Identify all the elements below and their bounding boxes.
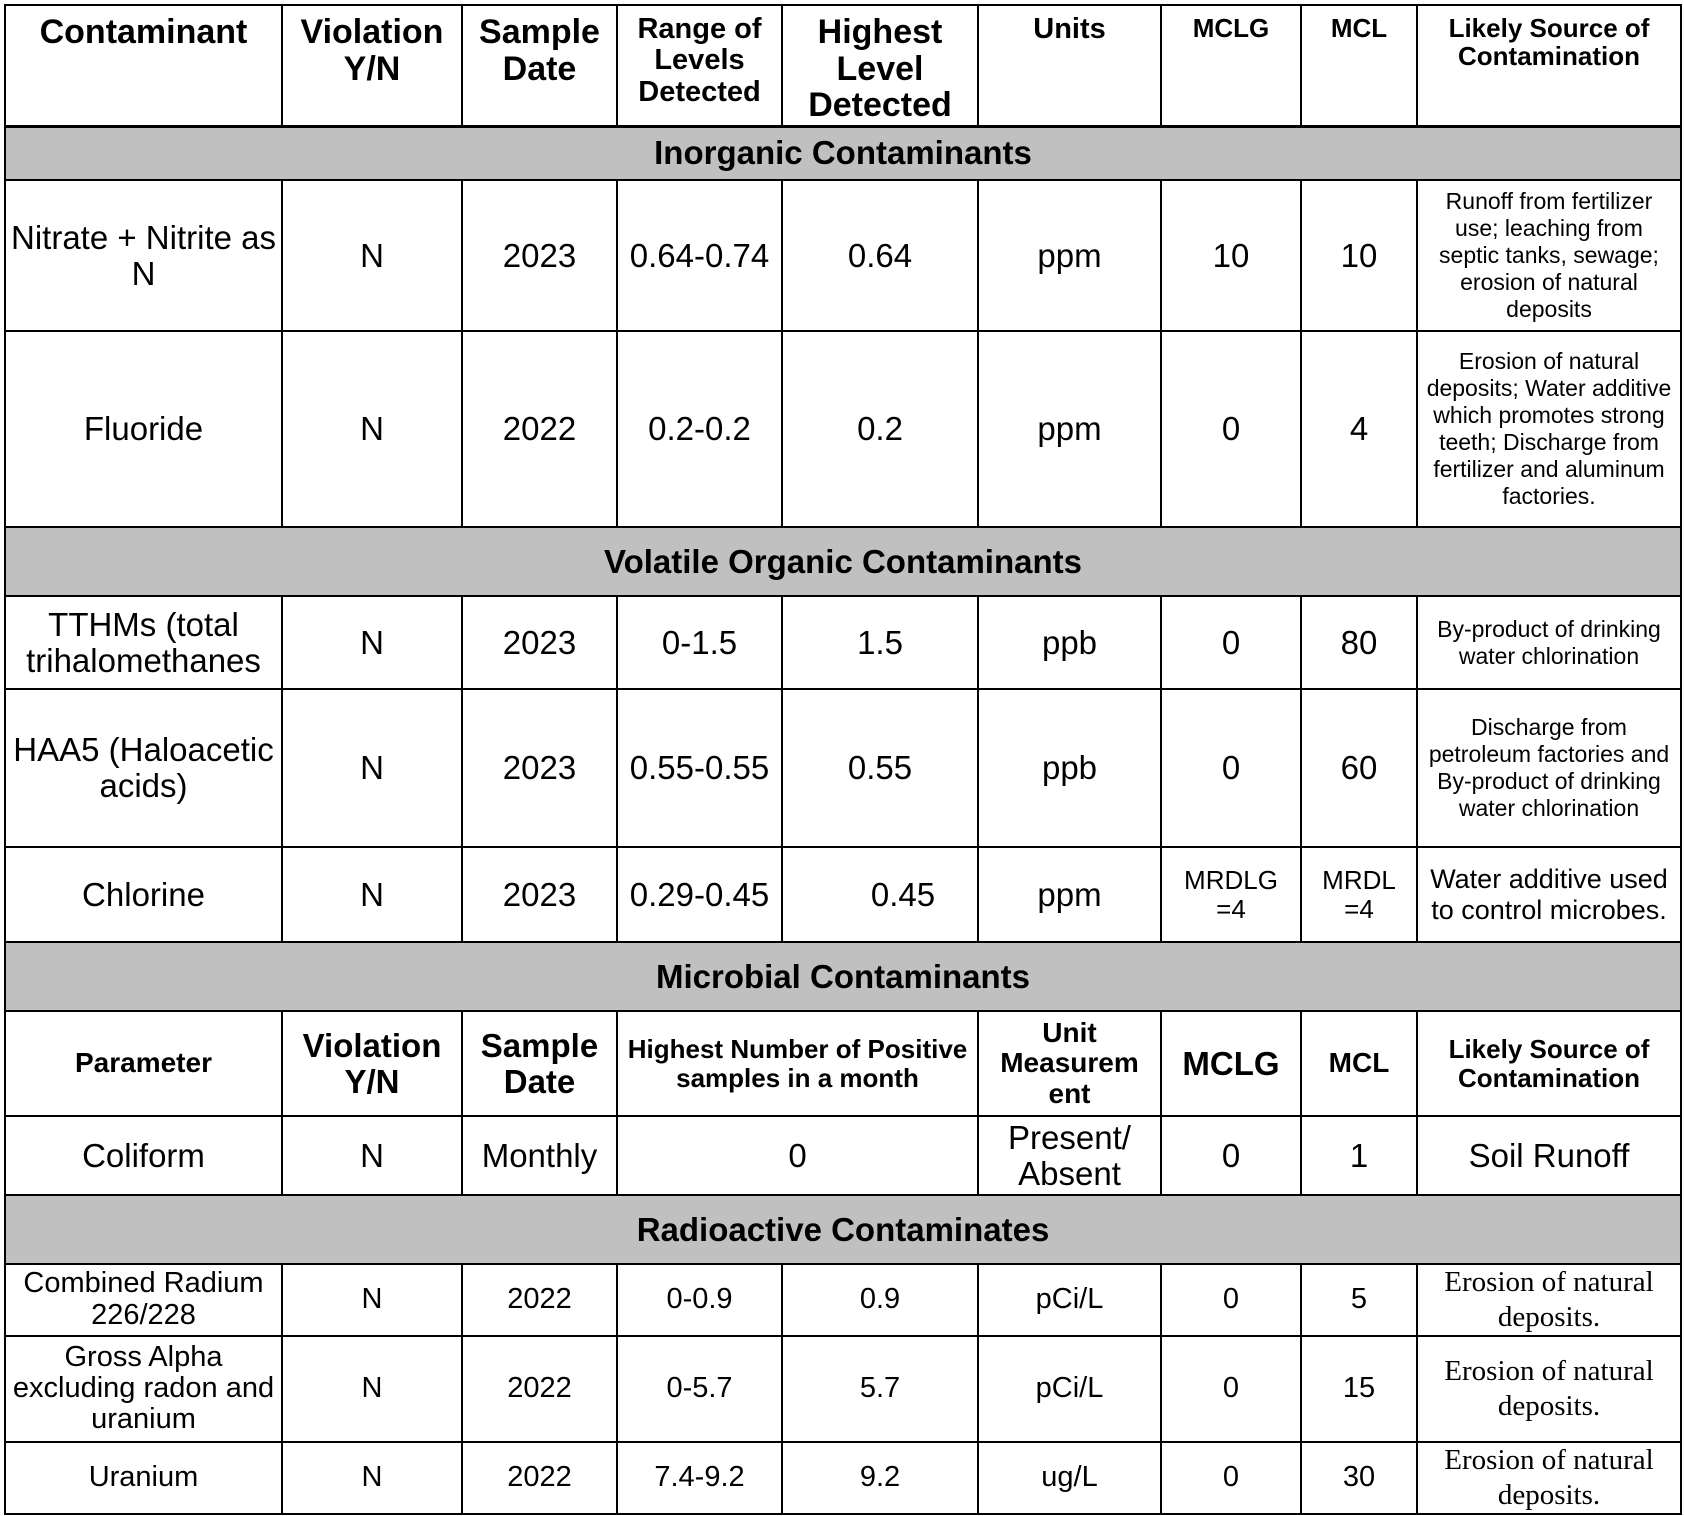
range-value: 0.64-0.74 [617,180,782,331]
header-source: Likely Source of Contamination [1417,5,1681,126]
range-value: 0-1.5 [617,596,782,689]
units-value: pCi/L [978,1336,1161,1442]
table-row [5,596,1681,689]
table-row [5,331,1681,527]
table-row [5,180,1681,331]
highest-value: 0.2 [782,331,978,527]
header-contaminant: Contaminant [5,5,282,126]
header-units: Units [978,5,1161,126]
contaminant-name: HAA5 (Haloacetic acids) [5,689,282,847]
units-value: ppm [978,331,1161,527]
section-row [5,527,1681,596]
contaminant-name: Gross Alpha excluding radon and uranium [5,1336,282,1442]
header-source: Likely Source of Contamination [1417,1011,1681,1116]
mcl-value: 60 [1301,689,1417,847]
contaminant-name: Chlorine [5,847,282,942]
range-value: 0.2-0.2 [617,331,782,527]
table-row [5,1116,1681,1195]
source-value: Water additive used to control microbes. [1417,847,1681,942]
table-row [5,1442,1681,1514]
mclg-value: 0 [1161,1264,1301,1336]
header-row [5,5,1681,126]
mcl-value: 1 [1301,1116,1417,1195]
violation-value: N [282,596,462,689]
violation-value: N [282,847,462,942]
violation-value: N [282,1264,462,1336]
violation-value: N [282,1336,462,1442]
range-value: 0-0.9 [617,1264,782,1336]
section-microbial: Microbial Contaminants [5,942,1681,1011]
header-mclg: MCLG [1161,1011,1301,1116]
mcl-value: 4 [1301,331,1417,527]
table-row [5,847,1681,942]
table-row [5,689,1681,847]
header-violation: Violation Y/N [282,5,462,126]
parameter-name: Coliform [5,1116,282,1195]
header-sample-date: Sample Date [462,1011,617,1116]
microbial-header-row [5,1011,1681,1116]
sample-date-value: 2023 [462,596,617,689]
range-value: 0.29-0.45 [617,847,782,942]
header-parameter: Parameter [5,1011,282,1116]
mclg-value: 0 [1161,1336,1301,1442]
range-value: 0-5.7 [617,1336,782,1442]
table-row [5,1264,1681,1336]
sample-date-value: 2023 [462,689,617,847]
violation-value: N [282,331,462,527]
units-value: ppb [978,689,1161,847]
highest-value: 0.64 [782,180,978,331]
highest-value: 0.9 [782,1264,978,1336]
sample-date-value: 2022 [462,1336,617,1442]
sample-date-value: 2022 [462,331,617,527]
mclg-value: 0 [1161,1442,1301,1514]
header-sample-date: Sample Date [462,5,617,126]
mclg-value: MRDLG =4 [1161,847,1301,942]
units-value: ppm [978,847,1161,942]
header-mcl: MCL [1301,1011,1417,1116]
contaminant-name: Fluoride [5,331,282,527]
section-row [5,1195,1681,1264]
section-row [5,942,1681,1011]
contaminant-name: TTHMs (total trihalomethanes [5,596,282,689]
mclg-value: 0 [1161,689,1301,847]
range-value: 7.4-9.2 [617,1442,782,1514]
unit-value: Present/ Absent [978,1116,1161,1195]
source-value: Erosion of natural deposits. [1417,1264,1681,1336]
contaminant-name: Combined Radium 226/228 [5,1264,282,1336]
section-row [5,126,1681,180]
source-value: Erosion of natural deposits. [1417,1336,1681,1442]
header-highest: Highest Level Detected [782,5,978,126]
units-value: ppm [978,180,1161,331]
sample-date-value: 2022 [462,1442,617,1514]
water-quality-table [4,4,1682,1515]
mcl-value: 15 [1301,1336,1417,1442]
source-value: Discharge from petroleum factories and By-product of drinking water chlorination [1417,689,1681,847]
violation-value: N [282,180,462,331]
mclg-value: 0 [1161,1116,1301,1195]
violation-value: N [282,689,462,847]
header-highest-positive: Highest Number of Positive samples in a month [617,1011,978,1116]
header-mclg: MCLG [1161,5,1301,126]
source-value: Soil Runoff [1417,1116,1681,1195]
section-radioactive: Radioactive Contaminates [5,1195,1681,1264]
highest-value: 0.55 [782,689,978,847]
units-value: ppb [978,596,1161,689]
units-value: ug/L [978,1442,1161,1514]
mclg-value: 0 [1161,596,1301,689]
section-volatile: Volatile Organic Contaminants [5,527,1681,596]
header-violation: Violation Y/N [282,1011,462,1116]
mclg-value: 0 [1161,331,1301,527]
source-value: By-product of drinking water chlorination [1417,596,1681,689]
mclg-value: 10 [1161,180,1301,331]
mcl-value: 10 [1301,180,1417,331]
mcl-value: 30 [1301,1442,1417,1514]
section-inorganic: Inorganic Contaminants [5,126,1681,180]
mcl-value: MRDL =4 [1301,847,1417,942]
highest-value: 1.5 [782,596,978,689]
units-value: pCi/L [978,1264,1161,1336]
source-value: Erosion of natural deposits. [1417,1442,1681,1514]
violation-value: N [282,1116,462,1195]
highest-value: 0.45 [782,847,978,942]
highest-positive-value: 0 [617,1116,978,1195]
sample-date-value: 2022 [462,1264,617,1336]
highest-value: 9.2 [782,1442,978,1514]
contaminant-name: Uranium [5,1442,282,1514]
sample-date-value: 2023 [462,847,617,942]
source-value: Erosion of natural deposits; Water additive which promotes strong teeth; Discharge from fertilizer and aluminum factories. [1417,331,1681,527]
table-row [5,1336,1681,1442]
range-value: 0.55-0.55 [617,689,782,847]
contaminant-name: Nitrate + Nitrite as N [5,180,282,331]
mcl-value: 5 [1301,1264,1417,1336]
source-value: Runoff from fertilizer use; leaching from septic tanks, sewage; erosion of natural deposits [1417,180,1681,331]
sample-date-value: Monthly [462,1116,617,1195]
highest-value: 5.7 [782,1336,978,1442]
mcl-value: 80 [1301,596,1417,689]
sample-date-value: 2023 [462,180,617,331]
header-unit-measurement: Unit Measurem ent [978,1011,1161,1116]
violation-value: N [282,1442,462,1514]
header-range: Range of Levels Detected [617,5,782,126]
header-mcl: MCL [1301,5,1417,126]
